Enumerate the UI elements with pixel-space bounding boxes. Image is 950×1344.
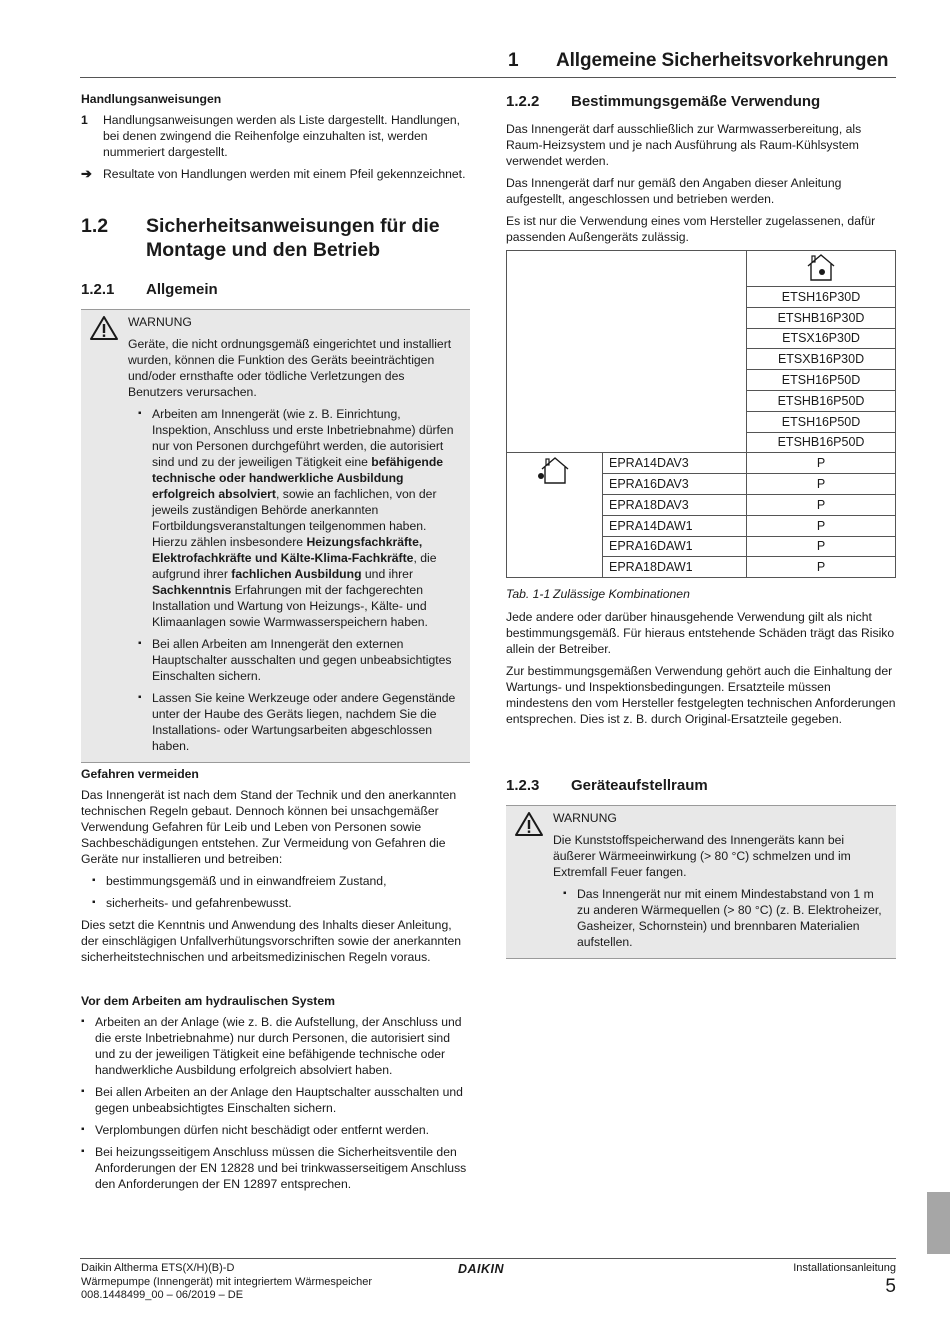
outdoor-model-cell: EPRA16DAV3 bbox=[603, 474, 747, 495]
paragraph: Es ist nur die Verwendung eines vom Hersteller zugelassenen, dafür passenden Außengeräts zulässig. bbox=[506, 214, 876, 244]
indoor-model-cell: ETSX16P30D bbox=[747, 328, 896, 349]
outdoor-model-cell: EPRA14DAW1 bbox=[603, 515, 747, 536]
bullet-icon: ▪ bbox=[81, 1016, 85, 1027]
outdoor-model-cell: EPRA16DAW1 bbox=[603, 536, 747, 557]
section-number: 1.2.2 bbox=[506, 93, 540, 110]
left-column bbox=[81, 91, 470, 188]
page-header-title bbox=[508, 48, 896, 74]
combination-value-cell: P bbox=[747, 515, 896, 536]
combinations-table bbox=[506, 250, 896, 578]
outdoor-house-icon bbox=[538, 455, 572, 485]
bullet-text: Bei allen Arbeiten am Innengerät den externen Hauptschalter ausschalten und gegen unbeabsichtigtes Einschalten sichern. bbox=[152, 637, 452, 683]
section-heading-1-2-2 bbox=[506, 92, 896, 112]
paragraph: Das Innengerät darf nur gemäß den Angaben dieser Anleitung aufgestellt, angeschlossen und betrieben werden. bbox=[506, 176, 842, 206]
list-number: 1 bbox=[81, 113, 88, 127]
table-caption bbox=[506, 586, 896, 602]
chapter-title: Allgemeine Sicherheitsvorkehrungen bbox=[556, 50, 889, 71]
outdoor-model-cell: EPRA14DAV3 bbox=[603, 453, 747, 474]
section-title: Sicherheitsanweisungen für die Montage und den Betrieb bbox=[146, 215, 440, 261]
hydraulic-bullet bbox=[81, 1122, 470, 1138]
hydraulic-section bbox=[81, 993, 470, 1198]
bullet-icon: ▪ bbox=[138, 692, 142, 703]
warning-bullet bbox=[128, 636, 462, 684]
section-heading-1-2 bbox=[81, 214, 470, 262]
bullet-icon: ▪ bbox=[138, 408, 142, 419]
indoor-house-icon bbox=[804, 252, 838, 282]
warning-box-general bbox=[81, 309, 470, 763]
bullet-icon: ▪ bbox=[92, 897, 96, 908]
indoor-model-cell: ETSHB16P50D bbox=[747, 390, 896, 411]
section-1-2 bbox=[81, 214, 470, 262]
section-1-2-2 bbox=[506, 92, 896, 733]
indoor-model-cell: ETSXB16P30D bbox=[747, 349, 896, 370]
warning-triangle-icon bbox=[89, 315, 119, 341]
paragraph: Zur bestimmungsgemäßen Verwendung gehört auch die Einhaltung der Wartungs- und Inspektionsbedingungen. Ersatzteile müssen mindestens den vom Hersteller festgelegten technischen Anforderungen entsprechen. Dies ist z. B. durch Original-Ersatzteile gegeben. bbox=[506, 664, 896, 727]
result-text: Resultate von Handlungen werden mit einem Pfeil gekennzeichnet. bbox=[103, 167, 466, 181]
bullet-text: sicherheits- und gefahrenbewusst. bbox=[106, 896, 292, 910]
warning-bullet bbox=[553, 886, 888, 950]
arrow-right-icon: ➔ bbox=[81, 166, 92, 181]
footer-doc-type: Installationsanleitung bbox=[793, 1262, 896, 1274]
combination-value-cell: P bbox=[747, 536, 896, 557]
section-number: 1.2 bbox=[81, 215, 109, 237]
indoor-model-cell: ETSHB16P50D bbox=[747, 432, 896, 453]
warning-text: Die Kunststoffspeicherwand des Innengeräts kann bei äußerer Wärmeeinwirkung (> 80 °C) schmelzen und im Extremfall Feuer fangen. bbox=[553, 833, 851, 879]
hydraulic-bullet bbox=[81, 1144, 470, 1192]
footer-product: Daikin Altherma ETS(X/H)(B)-D bbox=[81, 1262, 235, 1274]
paragraph: Jede andere oder darüber hinausgehende Verwendung gilt als nicht bestimmungsgemäß. Für hieraus entstehende Schäden trägt das Risiko allein der Betreiber. bbox=[506, 610, 895, 657]
indoor-model-cell: ETSHB16P30D bbox=[747, 307, 896, 328]
gefahren-bullet bbox=[81, 895, 470, 911]
bullet-icon: ▪ bbox=[92, 875, 96, 886]
bullet-text: Lassen Sie keine Werkzeuge oder andere Gegenstände unter der Haube des Geräts liegen, nachdem Sie die Installations- oder Wartungsarbeiten abgeschlossen haben. bbox=[152, 691, 456, 753]
section-1-2-1 bbox=[81, 280, 470, 300]
gefahren-text-2: Dies setzt die Kenntnis und Anwendung des Inhalts dieser Anleitung, der einschlägigen Unfallverhütungsvorschriften sowie der anerkannten sicherheitstechnischen und arbeitsmedizinischen Regeln voraus. bbox=[81, 918, 462, 964]
bullet-icon: ▪ bbox=[81, 1124, 85, 1135]
bullet-text: Arbeiten am Innengerät (wie z. B. Einrichtung, Inspektion, Anschluss und erste Inbetriebnahme) dürfen nur von Personen durchgeführt werden, die autorisiert sind und zu der jeweiligen Tätigkeit eine befähigende technische oder handwerkliche Ausbildung erfolgreich absolviert, sowie an fachlichen, von der jeweils zuständigen Behörde anerkannten Fortbildungsveranstaltungen teilgenommen haben. Hierzu zählen insbesondere Heizungsfachkräfte, Elektrofachkräfte und Kälte-Klima-Fachkräfte, die aufgrund ihrer fachlichen Ausbildung und ihrer Sachkenntnis Erfahrungen mit der fachgerechten Installation und Wartung von Heizungs-, Kälte- und Klimaanlagen sowie Warmwasserspeichern haben. bbox=[152, 407, 454, 629]
gefahren-text: Das Innengerät ist nach dem Stand der Technik und den anerkannten technischen Regeln gebaut. Dennoch können bei unsachgemäßer Verwendung Gefahren für Leib und Leben von Personen sowie Sachbeschädigungen entstehen. Zur Vermeidung von Gefahren die Geräte nur installieren und betreiben: bbox=[81, 788, 457, 866]
section-heading-1-2-3 bbox=[506, 776, 896, 796]
bullet-text: Bei allen Arbeiten an der Anlage den Hauptschalter ausschalten und gegen unbeabsichtigtes Einschalten sichern. bbox=[95, 1085, 463, 1115]
footer-document-info bbox=[81, 1262, 372, 1303]
indoor-model-cell: ETSH16P50D bbox=[747, 411, 896, 432]
hydraulic-bullet bbox=[81, 1084, 470, 1116]
footer-doc-number: 008.1448499_00 – 06/2019 – DE bbox=[81, 1289, 244, 1301]
warning-box bbox=[506, 805, 896, 959]
outdoor-model-cell: EPRA18DAV3 bbox=[603, 494, 747, 515]
hydraulic-bullet bbox=[81, 1014, 470, 1078]
bullet-text: Arbeiten an der Anlage (wie z. B. die Aufstellung, der Anschluss und die erste Inbetriebnahme) nur durch Personen, die autorisiert sind und zu der jeweiligen Tätigkeit eine befähigende technische oder handwerkliche Ausbildung erfolgreich absolviert haben. bbox=[95, 1015, 462, 1077]
section-title: Geräteaufstellraum bbox=[571, 777, 708, 794]
gefahren-bullet bbox=[81, 873, 470, 889]
warning-title: WARNUNG bbox=[128, 315, 192, 329]
footer-rule bbox=[80, 1258, 896, 1259]
bullet-text: Das Innengerät nur mit einem Mindestabstand von 1 m zu anderen Wärmequellen (> 80 °C) (z. B. Elektroheizer, Gasheizer, Schornstein) und brennbaren Materialien aufstellen. bbox=[577, 887, 882, 949]
bullet-text: Verplombungen dürfen nicht beschädigt oder entfernt werden. bbox=[95, 1123, 430, 1137]
combination-value-cell: P bbox=[747, 453, 896, 474]
warning-box bbox=[81, 309, 470, 763]
daikin-logo: DAIKIN bbox=[458, 1262, 505, 1276]
section-number: 1.2.3 bbox=[506, 777, 540, 794]
handlung-result-item bbox=[81, 166, 470, 182]
handlung-list-item bbox=[81, 112, 470, 160]
indoor-model-cell: ETSH16P30D bbox=[747, 287, 896, 308]
chapter-number: 1 bbox=[508, 50, 519, 71]
bullet-text: Bei heizungsseitigem Anschluss müssen die Sicherheitsventile den Anforderungen der EN 12828 und bei trinkwasserseitigem Anschluss den Anforderungen der EN 12897 entsprechen. bbox=[95, 1145, 467, 1191]
outdoor-model-cell: EPRA18DAW1 bbox=[603, 557, 747, 578]
paragraph: Das Innengerät darf ausschließlich zur Warmwasserbereitung, als Raum-Heizsystem und je nach Ausführung als Raum-Kühlsystem verwendet werden. bbox=[506, 122, 862, 168]
gefahren-heading: Gefahren vermeiden bbox=[81, 767, 199, 781]
warning-text: Geräte, die nicht ordnungsgemäß eingerichtet und installiert wurden, können die Funktion des Geräts beeinträchtigen und/oder ernsthafte oder tödliche Verletzungen des Benutzers verursachen. bbox=[128, 337, 452, 399]
bullet-icon: ▪ bbox=[138, 638, 142, 649]
section-1-2-3 bbox=[506, 776, 896, 959]
gefahren-section bbox=[81, 766, 470, 971]
bullet-text: bestimmungsgemäß und in einwandfreiem Zustand, bbox=[106, 874, 387, 888]
combination-value-cell: P bbox=[747, 474, 896, 495]
section-number: 1.2.1 bbox=[81, 281, 115, 298]
bullet-icon: ▪ bbox=[81, 1086, 85, 1097]
warning-bullet bbox=[128, 690, 462, 754]
section-title: Allgemein bbox=[146, 281, 218, 298]
combination-value-cell: P bbox=[747, 494, 896, 515]
page-number: 5 bbox=[885, 1276, 896, 1297]
handlung-heading: Handlungsanweisungen bbox=[81, 92, 222, 106]
footer-description: Wärmepumpe (Innengerät) mit integriertem Wärmespeicher bbox=[81, 1275, 372, 1288]
caption-text: Zulässige Kombinationen bbox=[553, 587, 690, 602]
chapter-side-tab bbox=[927, 1192, 950, 1254]
warning-triangle-icon bbox=[514, 811, 544, 837]
list-item-text: Handlungsanweisungen werden als Liste dargestellt. Handlungen, bei denen zwingend die Reihenfolge einzuhalten ist, werden nummeriert dargestellt. bbox=[103, 113, 461, 159]
bullet-icon: ▪ bbox=[563, 888, 567, 899]
section-title: Bestimmungsgemäße Verwendung bbox=[571, 93, 821, 110]
caption-number: Tab. 1-1 bbox=[506, 587, 551, 602]
header-rule bbox=[80, 77, 896, 78]
hydraulic-heading: Vor dem Arbeiten am hydraulischen System bbox=[81, 994, 335, 1008]
section-heading-1-2-1 bbox=[81, 280, 470, 300]
combination-value-cell: P bbox=[747, 557, 896, 578]
bullet-icon: ▪ bbox=[81, 1146, 85, 1157]
warning-bullet bbox=[128, 406, 462, 630]
warning-title: WARNUNG bbox=[553, 811, 617, 825]
indoor-model-cell: ETSH16P50D bbox=[747, 370, 896, 391]
